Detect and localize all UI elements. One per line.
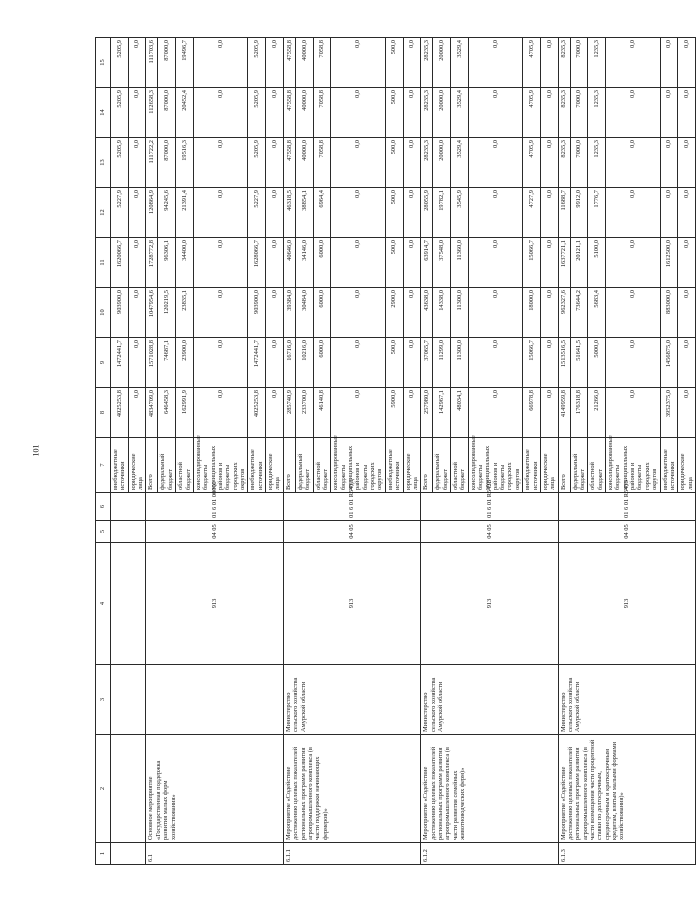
amount-cell: 5205,9 [111, 138, 129, 188]
executor-name [111, 665, 146, 735]
code-target [111, 493, 146, 521]
amount-cell: 0,0 [660, 138, 678, 188]
code-section: 04 05 [283, 521, 420, 543]
section-number: 6.1.1 [283, 843, 420, 865]
amount-cell: 8235,3 [558, 38, 570, 88]
amount-cell: 46140,8 [313, 388, 331, 438]
amount-cell: 1513516,5 [558, 338, 570, 388]
amount-cell: 0,0 [266, 288, 284, 338]
funding-source: Всего [146, 438, 158, 493]
code-ministry [111, 543, 146, 665]
amount-cell: 40646,0 [283, 238, 295, 288]
amount-cell: 34400,0 [176, 238, 194, 288]
amount-cell: 646458,3 [158, 388, 176, 438]
amount-cell: 23900,0 [176, 338, 194, 388]
amount-cell: 0,0 [266, 338, 284, 388]
funding-source: юридические лица [540, 438, 558, 493]
amount-cell: 46318,5 [283, 188, 295, 238]
column-header: 9 [96, 338, 111, 388]
funding-source: юридические лица [678, 438, 696, 493]
amount-cell: 4705,9 [523, 38, 541, 88]
amount-cell: 0,0 [606, 138, 661, 188]
amount-cell: 1472441,7 [111, 338, 129, 388]
amount-cell: 0,0 [331, 138, 386, 188]
amount-cell: 4025253,8 [248, 388, 266, 438]
amount-cell: 0,0 [193, 338, 248, 388]
amount-cell: 11300,0 [450, 338, 468, 388]
amount-cell: 0,0 [331, 338, 386, 388]
table-row [146, 38, 158, 865]
amount-cell: 0,0 [403, 388, 421, 438]
amount-cell: 0,0 [678, 138, 696, 188]
amount-cell: 0,0 [468, 238, 523, 288]
amount-cell: 500,0 [385, 338, 403, 388]
code-ministry: 913 [146, 543, 283, 665]
amount-cell: 0,0 [128, 138, 146, 188]
amount-cell: 0,0 [468, 88, 523, 138]
amount-cell: 0,0 [266, 388, 284, 438]
amount-cell: 0,0 [606, 188, 661, 238]
amount-cell: 11360,0 [450, 238, 468, 288]
amount-cell: 3529,4 [450, 38, 468, 88]
amount-cell: 30484,0 [295, 288, 313, 338]
amount-cell: 0,0 [193, 238, 248, 288]
amount-cell: 0,0 [331, 238, 386, 288]
amount-cell: 0,0 [403, 38, 421, 88]
column-header: 12 [96, 188, 111, 238]
funding-source: Всего [283, 438, 295, 493]
column-header: 13 [96, 138, 111, 188]
amount-cell: 20452,4 [176, 88, 194, 138]
funding-source: юридические лица [128, 438, 146, 493]
amount-cell: 0,0 [128, 88, 146, 138]
column-header: 6 [96, 493, 111, 521]
amount-cell: 1612500,0 [660, 238, 678, 288]
executor-name: Министерство сельского хозяйства Амурской области [558, 665, 695, 735]
amount-cell: 0,0 [540, 38, 558, 88]
amount-cell: 87000,0 [158, 88, 176, 138]
amount-cell: 0,0 [266, 138, 284, 188]
amount-cell: 14338,0 [433, 288, 451, 338]
amount-cell: 4705,9 [523, 88, 541, 138]
amount-cell: 15066,7 [523, 238, 541, 288]
amount-cell: 9912,0 [570, 188, 588, 238]
funding-source: консолидированные бюджеты муниципальных районов и бюджеты городских округов [468, 438, 523, 493]
amount-cell: 0,0 [128, 188, 146, 238]
amount-cell: 1637721,1 [558, 238, 570, 288]
amount-cell: 0,0 [193, 188, 248, 238]
executor-name [146, 665, 283, 735]
amount-cell: 18000,0 [523, 288, 541, 338]
funding-source: федеральный бюджет [433, 438, 451, 493]
amount-cell: 1620066,7 [111, 238, 129, 288]
amount-cell: 142967,1 [433, 388, 451, 438]
amount-cell: 0,0 [193, 38, 248, 88]
amount-cell: 883000,0 [660, 288, 678, 338]
amount-cell: 6000,0 [313, 338, 331, 388]
amount-cell: 1235,3 [588, 138, 606, 188]
amount-cell: 0,0 [331, 88, 386, 138]
amount-cell: 0,0 [678, 38, 696, 88]
amount-cell: 40000,0 [295, 88, 313, 138]
amount-cell: 0,0 [331, 288, 386, 338]
amount-cell: 21391,4 [176, 188, 194, 238]
amount-cell: 15066,7 [523, 338, 541, 388]
budget-table [95, 37, 696, 865]
amount-cell: 0,0 [468, 288, 523, 338]
amount-cell: 87000,0 [158, 138, 176, 188]
amount-cell: 0,0 [266, 238, 284, 288]
amount-cell: 11688,7 [558, 188, 570, 238]
amount-cell: 7058,8 [313, 38, 331, 88]
amount-cell: 257980,0 [421, 388, 433, 438]
amount-cell: 1456875,0 [660, 338, 678, 388]
column-header: 8 [96, 388, 111, 438]
amount-cell: 11299,0 [433, 338, 451, 388]
amount-cell: 7058,8 [313, 88, 331, 138]
amount-cell: 903900,0 [111, 288, 129, 338]
amount-cell: 47558,8 [283, 138, 295, 188]
amount-cell: 0,0 [403, 188, 421, 238]
amount-cell: 0,0 [266, 88, 284, 138]
section-number: 6.1.3 [558, 843, 695, 865]
amount-cell: 0,0 [678, 238, 696, 288]
amount-cell: 5227,9 [111, 188, 129, 238]
amount-cell: 500,0 [385, 238, 403, 288]
code-ministry: 913 [421, 543, 558, 665]
amount-cell: 10216,0 [295, 338, 313, 388]
amount-cell: 0,0 [468, 38, 523, 88]
amount-cell: 0,0 [660, 38, 678, 88]
funding-source: юридические лица [266, 438, 284, 493]
amount-cell: 962327,6 [558, 288, 570, 338]
section-number [111, 843, 146, 865]
column-header: 14 [96, 88, 111, 138]
column-header: 7 [96, 438, 111, 493]
amount-cell: 0,0 [468, 338, 523, 388]
code-section [111, 521, 146, 543]
page-number: 101 [31, 444, 41, 457]
amount-cell: 4705,9 [523, 138, 541, 188]
table-row [558, 38, 570, 865]
amount-cell: 20000,0 [433, 138, 451, 188]
amount-cell: 500,0 [385, 138, 403, 188]
amount-cell: 0,0 [540, 238, 558, 288]
amount-cell: 7000,0 [570, 88, 588, 138]
amount-cell: 5683,4 [588, 288, 606, 338]
amount-cell: 5205,9 [248, 138, 266, 188]
column-number-header [96, 38, 111, 865]
amount-cell: 1235,3 [588, 88, 606, 138]
column-header: 1 [96, 843, 111, 865]
amount-cell: 0,0 [403, 138, 421, 188]
amount-cell: 0,0 [468, 188, 523, 238]
amount-cell: 1776,7 [588, 188, 606, 238]
section-number: 6.1.2 [421, 843, 558, 865]
amount-cell: 11300,0 [450, 288, 468, 338]
amount-cell: 176318,8 [570, 388, 588, 438]
amount-cell: 87000,0 [158, 38, 176, 88]
amount-cell: 4834709,0 [146, 388, 158, 438]
amount-cell: 0,0 [331, 38, 386, 88]
amount-cell: 0,0 [193, 138, 248, 188]
amount-cell: 8235,3 [558, 88, 570, 138]
amount-cell: 28235,3 [421, 138, 433, 188]
amount-cell: 37548,0 [433, 238, 451, 288]
amount-cell: 28235,3 [421, 38, 433, 88]
amount-cell: 3529,4 [450, 138, 468, 188]
amount-cell: 19782,1 [433, 188, 451, 238]
amount-cell: 285740,9 [283, 388, 295, 438]
amount-cell: 0,0 [678, 388, 696, 438]
amount-cell: 0,0 [678, 288, 696, 338]
amount-cell: 19496,7 [176, 38, 194, 88]
amount-cell: 43638,0 [421, 288, 433, 338]
amount-cell: 0,0 [606, 88, 661, 138]
amount-cell: 5227,9 [248, 188, 266, 238]
amount-cell: 40000,0 [295, 138, 313, 188]
funding-source: федеральный бюджет [570, 438, 588, 493]
amount-cell: 37065,7 [421, 338, 433, 388]
amount-cell: 0,0 [606, 288, 661, 338]
amount-cell: 63914,7 [421, 238, 433, 288]
amount-cell: 5000,0 [588, 338, 606, 388]
amount-cell: 5900,0 [385, 388, 403, 438]
amount-cell: 21266,0 [588, 388, 606, 438]
amount-cell: 0,0 [540, 338, 558, 388]
amount-cell: 5100,0 [588, 238, 606, 288]
funding-source: внебюджетные источники [385, 438, 403, 493]
amount-cell: 6000,0 [313, 288, 331, 338]
amount-cell: 96306,1 [158, 238, 176, 288]
amount-cell: 0,0 [331, 388, 386, 438]
amount-cell: 5205,9 [111, 88, 129, 138]
funding-source: областной бюджет [313, 438, 331, 493]
code-target: 01 6 01 00000 [146, 493, 283, 521]
amount-cell: 120864,9 [146, 188, 158, 238]
amount-cell: 6964,4 [313, 188, 331, 238]
funding-source: консолидированные бюджеты муниципальных районов и бюджеты городских округов [331, 438, 386, 493]
column-header: 4 [96, 543, 111, 665]
amount-cell: 903900,0 [248, 288, 266, 338]
section-number: 6.1 [146, 843, 283, 865]
column-header: 15 [96, 38, 111, 88]
amount-cell: 0,0 [128, 238, 146, 288]
amount-cell: 94245,6 [158, 188, 176, 238]
code-ministry: 913 [283, 543, 420, 665]
funding-source: внебюджетные источники [248, 438, 266, 493]
amount-cell: 4149959,8 [558, 388, 570, 438]
amount-cell: 3529,4 [450, 88, 468, 138]
amount-cell: 0,0 [128, 338, 146, 388]
amount-cell: 5205,9 [248, 88, 266, 138]
funding-source: областной бюджет [176, 438, 194, 493]
code-target: 01 6 01 R543Б [421, 493, 558, 521]
amount-cell: 66978,8 [523, 388, 541, 438]
amount-cell: 0,0 [193, 88, 248, 138]
funding-source: внебюджетные источники [660, 438, 678, 493]
amount-cell: 7000,0 [570, 138, 588, 188]
amount-cell: 5205,9 [248, 38, 266, 88]
amount-cell: 0,0 [678, 188, 696, 238]
amount-cell: 2900,0 [385, 288, 403, 338]
amount-cell: 4727,9 [523, 188, 541, 238]
amount-cell: 3952375,0 [660, 388, 678, 438]
table-row [283, 38, 295, 865]
amount-cell: 4025253,8 [111, 388, 129, 438]
amount-cell: 0,0 [266, 38, 284, 88]
table-row [111, 38, 129, 865]
amount-cell: 1472441,7 [248, 338, 266, 388]
amount-cell: 1728772,8 [146, 238, 158, 288]
amount-cell: 0,0 [678, 338, 696, 388]
amount-cell: 28235,3 [421, 88, 433, 138]
amount-cell: 0,0 [468, 138, 523, 188]
amount-cell: 0,0 [403, 88, 421, 138]
amount-cell: 1628066,7 [248, 238, 266, 288]
amount-cell: 0,0 [128, 38, 146, 88]
amount-cell: 0,0 [266, 188, 284, 238]
amount-cell: 19516,3 [176, 138, 194, 188]
amount-cell: 48034,1 [450, 388, 468, 438]
amount-cell: 51641,5 [570, 338, 588, 388]
amount-cell: 0,0 [660, 188, 678, 238]
amount-cell: 23835,1 [176, 288, 194, 338]
column-header: 5 [96, 521, 111, 543]
amount-cell: 5205,9 [111, 38, 129, 88]
amount-cell: 34146,0 [295, 238, 313, 288]
funding-source: Всего [421, 438, 433, 493]
code-section: 04 05 [146, 521, 283, 543]
amount-cell: 0,0 [540, 288, 558, 338]
table-row [421, 38, 433, 865]
amount-cell: 28055,9 [421, 188, 433, 238]
amount-cell: 0,0 [540, 138, 558, 188]
table-body [111, 38, 696, 865]
section-name: Мероприятие «Содействие достижению целевых показателей региональных программ развития агропромышленного комплекса (в части развития семейных животноводческих ферм)» [421, 735, 558, 843]
amount-cell: 0,0 [606, 238, 661, 288]
section-name: Основное мероприятие «Государственная поддержка развития малых форм хозяйствования» [146, 735, 283, 843]
amount-cell: 500,0 [385, 38, 403, 88]
amount-cell: 73644,2 [570, 288, 588, 338]
rotated-table-container [95, 38, 694, 865]
column-header: 11 [96, 238, 111, 288]
amount-cell: 6000,0 [313, 238, 331, 288]
amount-cell: 40000,0 [295, 38, 313, 88]
executor-name: Министерство сельского хозяйства Амурской области [421, 665, 558, 735]
amount-cell: 500,0 [385, 88, 403, 138]
section-name: Мероприятие «Содействие достижению целевых показателей региональных программ развития агропромышленного комплекса (в части поддержки начинающих фермеров)» [283, 735, 420, 843]
amount-cell: 0,0 [678, 88, 696, 138]
amount-cell: 1571028,8 [146, 338, 158, 388]
amount-cell: 500,0 [385, 188, 403, 238]
code-target: 01 6 01 R543Д [283, 493, 420, 521]
amount-cell: 0,0 [660, 88, 678, 138]
amount-cell: 74687,1 [158, 338, 176, 388]
amount-cell: 0,0 [606, 338, 661, 388]
amount-cell: 111722,2 [146, 138, 158, 188]
amount-cell: 0,0 [540, 388, 558, 438]
funding-source: Всего [558, 438, 570, 493]
amount-cell: 111703,6 [146, 38, 158, 88]
code-ministry: 913 [558, 543, 695, 665]
funding-source: внебюджетные источники [111, 438, 129, 493]
amount-cell: 47558,8 [283, 88, 295, 138]
amount-cell: 39384,0 [283, 288, 295, 338]
amount-cell: 20000,0 [433, 88, 451, 138]
amount-cell: 0,0 [193, 388, 248, 438]
column-header: 2 [96, 735, 111, 843]
amount-cell: 0,0 [403, 238, 421, 288]
amount-cell: 0,0 [606, 388, 661, 438]
amount-cell: 0,0 [403, 288, 421, 338]
funding-source: внебюджетные источники [523, 438, 541, 493]
funding-source: консолидированные бюджеты муниципальных районов и бюджеты городских округов [606, 438, 661, 493]
amount-cell: 162991,9 [176, 388, 194, 438]
amount-cell: 0,0 [128, 288, 146, 338]
amount-cell: 7000,0 [570, 38, 588, 88]
amount-cell: 7058,8 [313, 138, 331, 188]
funding-source: юридические лица [403, 438, 421, 493]
amount-cell: 20121,1 [570, 238, 588, 288]
amount-cell: 120219,5 [158, 288, 176, 338]
amount-cell: 0,0 [403, 338, 421, 388]
funding-source: федеральный бюджет [295, 438, 313, 493]
amount-cell: 16716,0 [283, 338, 295, 388]
amount-cell: 20000,0 [433, 38, 451, 88]
section-name: Мероприятие «Содействие достижению целевых показателей региональных программ развития агропромышленного комплекса (в части возмещения части процентной ставки по долгосрочным, среднесрочным и краткосрочным кредитам, взятым малыми формами хозяйствования)» [558, 735, 695, 843]
section-name [111, 735, 146, 843]
amount-cell: 47558,8 [283, 38, 295, 88]
amount-cell: 3545,9 [450, 188, 468, 238]
amount-cell: 8235,3 [558, 138, 570, 188]
amount-cell: 1047954,6 [146, 288, 158, 338]
code-target: 01 6 01 R5435 [558, 493, 695, 521]
amount-cell: 0,0 [540, 188, 558, 238]
amount-cell: 38854,1 [295, 188, 313, 238]
amount-cell: 0,0 [193, 288, 248, 338]
column-header: 10 [96, 288, 111, 338]
executor-name: Министерство сельского хозяйства Амурской области [283, 665, 420, 735]
funding-source: областной бюджет [588, 438, 606, 493]
funding-source: областной бюджет [450, 438, 468, 493]
funding-source: консолидированные бюджеты муниципальных районов и бюджеты городских округов [193, 438, 248, 493]
amount-cell: 233700,0 [295, 388, 313, 438]
amount-cell: 0,0 [331, 188, 386, 238]
amount-cell: 1235,3 [588, 38, 606, 88]
funding-source: федеральный бюджет [158, 438, 176, 493]
amount-cell: 0,0 [540, 88, 558, 138]
amount-cell: 112658,3 [146, 88, 158, 138]
code-section: 04 05 [558, 521, 695, 543]
amount-cell: 0,0 [468, 388, 523, 438]
amount-cell: 0,0 [128, 388, 146, 438]
column-header: 3 [96, 665, 111, 735]
code-section: 04 05 [421, 521, 558, 543]
amount-cell: 0,0 [606, 38, 661, 88]
